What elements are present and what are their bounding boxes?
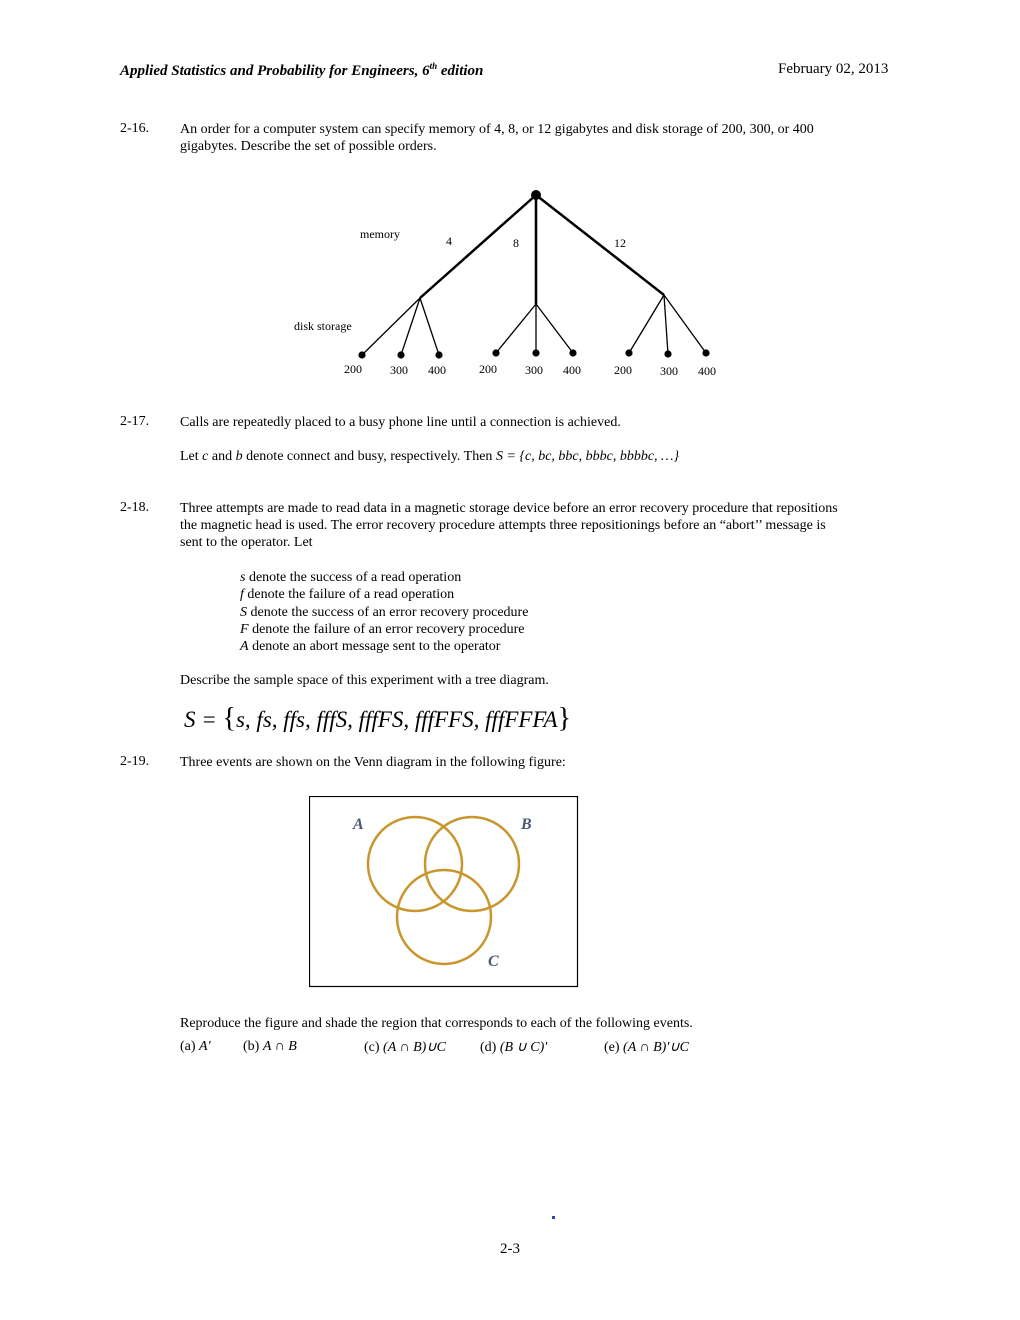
tree-leaf-node xyxy=(492,349,499,356)
problem-text-2-17: Calls are repeatedly placed to a busy phone line until a connection is achieved. xyxy=(180,415,621,430)
definition-item: F denote the failure of an error recovery procedure xyxy=(240,621,525,637)
venn-frame xyxy=(310,797,578,987)
problem-number-2-17: 2-17. xyxy=(120,414,150,429)
symbol-definitions xyxy=(240,569,528,655)
disk-value-label: 300 xyxy=(660,364,678,378)
definition-item: A denote an abort message sent to the operator xyxy=(240,639,501,655)
memory-value-4: 4 xyxy=(446,234,452,248)
instruction-2-18: Describe the sample space of this experiment with a tree diagram. xyxy=(180,673,549,688)
memory-value-12: 12 xyxy=(614,236,626,250)
part-e: (e) (A ∩ B)′∪C xyxy=(604,1040,689,1055)
part-a: (a) A′ xyxy=(180,1039,211,1054)
answer-2-17: Let c and b denote connect and busy, respectively. Then S = {c, bc, bbc, bbbc, bbbbc, …} xyxy=(180,449,680,464)
stray-dot-mark xyxy=(552,1216,555,1219)
venn-label-a: A xyxy=(353,816,364,833)
disk-storage-label: disk storage xyxy=(294,319,352,333)
disk-value-label: 300 xyxy=(390,363,408,377)
disk-value-label: 400 xyxy=(698,364,716,378)
page-number: 2-3 xyxy=(500,1241,520,1257)
definition-item: S denote the success of an error recovery procedure xyxy=(240,604,529,620)
memory-value-8: 8 xyxy=(513,236,519,250)
part-c: (c) (A ∩ B)∪C xyxy=(364,1040,446,1055)
tree-leaf-node xyxy=(625,349,632,356)
memory-label: memory xyxy=(360,227,400,241)
document-title: Applied Statistics and Probability for Engineers, 6th edition xyxy=(120,61,484,79)
sample-space-equation: S = {s, fs, ffs, fffS, fffFS, fffFFS, fffFFFA} xyxy=(184,703,572,734)
tree-leaf-node xyxy=(532,349,539,356)
problem-text-2-18: Three attempts are made to read data in a magnetic storage device before an error recovery procedure that repositions the magnetic head is used. The error recovery procedure attempts three repositionings before an “abort’’ message is sent to the operator. Let xyxy=(180,501,838,550)
tree-leaf-node xyxy=(664,350,671,357)
disk-value-label: 400 xyxy=(563,363,581,377)
document-date: February 02, 2013 xyxy=(778,61,889,77)
instruction-2-19: Reproduce the figure and shade the region that corresponds to each of the following events. xyxy=(180,1016,693,1031)
tree-leaf-node xyxy=(569,349,576,356)
order-tree-diagram xyxy=(0,0,1020,400)
disk-value-label: 200 xyxy=(479,362,497,376)
problem-text-2-19: Three events are shown on the Venn diagram in the following figure: xyxy=(180,755,566,770)
disk-value-label: 200 xyxy=(614,363,632,377)
disk-value-label: 400 xyxy=(428,363,446,377)
disk-value-label: 200 xyxy=(344,362,362,376)
tree-root-node xyxy=(531,190,541,200)
tree-leaf-node xyxy=(702,349,709,356)
venn-label-b: B xyxy=(521,816,532,833)
problem-number-2-19: 2-19. xyxy=(120,754,150,769)
tree-leaf-node xyxy=(358,351,365,358)
problem-number-2-16: 2-16. xyxy=(120,121,150,136)
definition-item: s denote the success of a read operation xyxy=(240,570,462,585)
tree-leaf-node xyxy=(435,351,442,358)
problem-number-2-18: 2-18. xyxy=(120,500,150,515)
definition-item: f denote the failure of a read operation xyxy=(240,587,455,603)
venn-label-c: C xyxy=(488,953,499,970)
disk-value-label: 300 xyxy=(525,363,543,377)
problem-text-2-16: An order for a computer system can specify memory of 4, 8, or 12 gigabytes and disk storage of 200, 300, or 400 gigabytes. Describe the set of possible orders. xyxy=(180,122,814,154)
venn-diagram xyxy=(309,796,579,989)
tree-leaf-node xyxy=(397,351,404,358)
part-b: (b) A ∩ B xyxy=(243,1039,297,1054)
part-d: (d) (B ∪ C)′ xyxy=(480,1040,548,1055)
